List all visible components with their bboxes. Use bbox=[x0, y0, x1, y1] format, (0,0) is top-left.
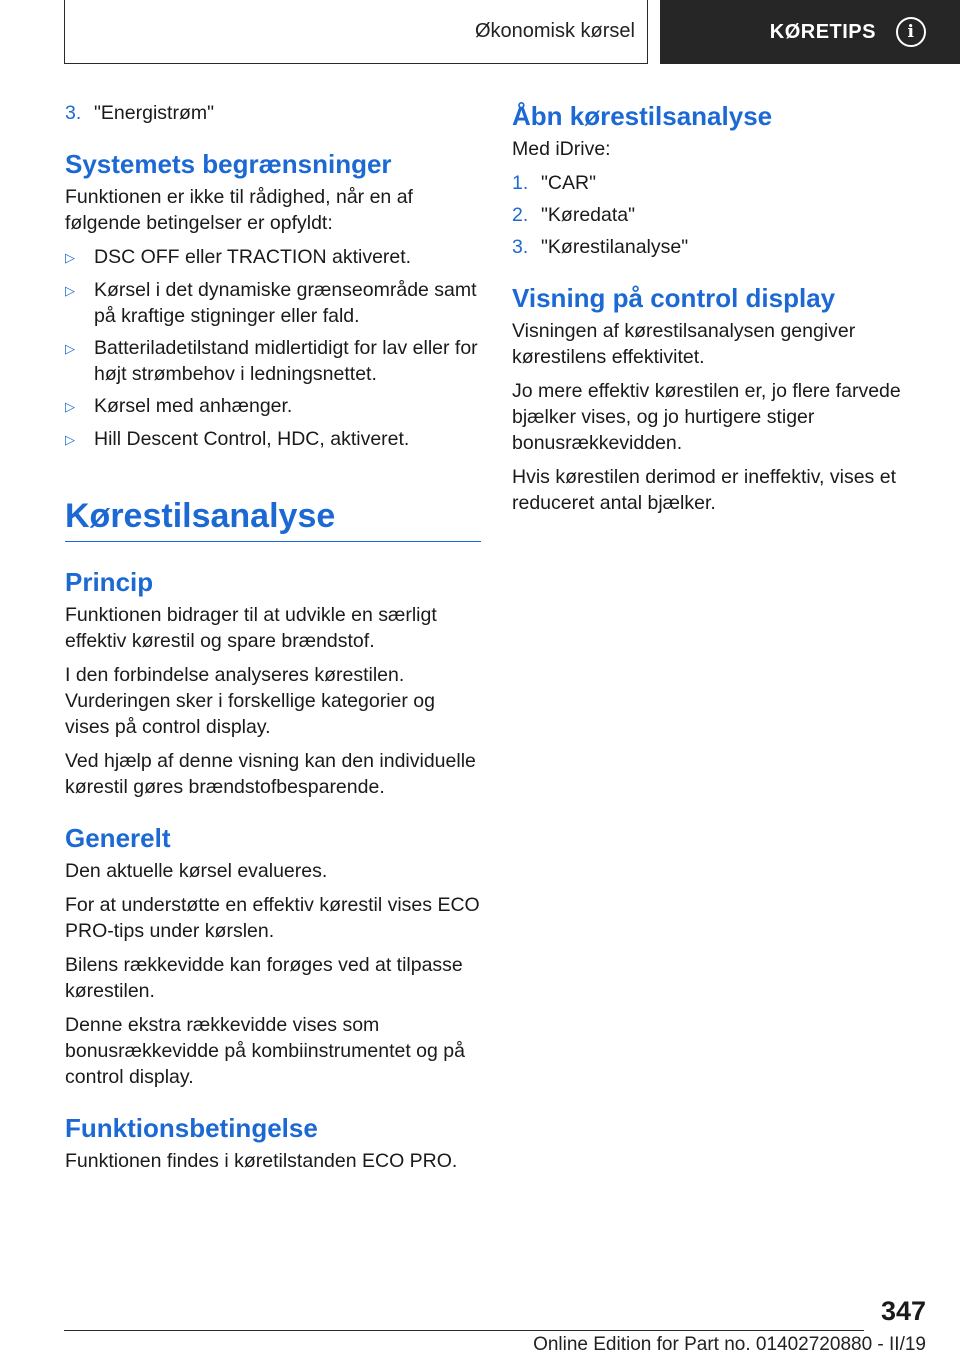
item-text: "CAR" bbox=[541, 172, 597, 194]
paragraph: For at understøtte en effektiv kørestil vises ECO PRO-tips under kørslen. bbox=[65, 894, 480, 942]
header-section-title: Økonomisk kørsel bbox=[474, 20, 635, 42]
section-visning bbox=[512, 282, 926, 516]
paragraph: Denne ekstra rækkevidde vises som bonusrækkevidde på kombiinstrumentet og på control display. bbox=[65, 1014, 465, 1088]
left-column bbox=[65, 100, 481, 1182]
section-heading: Åbn kørestilsanalyse bbox=[512, 101, 773, 131]
numbered-item bbox=[65, 100, 481, 126]
paragraph: Ved hjælp af denne visning kan den individuelle kørestil gøres brændstofbesparende. bbox=[65, 750, 476, 798]
section-heading: Systemets begrænsninger bbox=[65, 149, 392, 179]
paragraph: Med iDrive: bbox=[512, 138, 611, 160]
section-generelt bbox=[65, 822, 481, 1090]
paragraph: Bilens rækkevidde kan forøges ved at tilpasse kørestilen. bbox=[65, 954, 463, 1002]
bullet-text: Batteriladetilstand midlertidigt for lav eller for højt strømbehov i ledningsnettet. bbox=[94, 337, 478, 385]
section-heading: Funktionsbetingelse bbox=[65, 1113, 318, 1143]
section-heading: Visning på control display bbox=[512, 283, 836, 313]
bullet-item bbox=[65, 277, 481, 329]
triangle-bullet-icon: ▷ bbox=[65, 283, 75, 298]
header-chapter-title: KØRETIPS bbox=[769, 20, 876, 43]
bullet-item bbox=[65, 335, 481, 387]
numbered-item bbox=[512, 202, 926, 228]
bullet-item bbox=[65, 244, 481, 271]
section-funktionsbetingelse bbox=[65, 1112, 481, 1174]
paragraph: Funktionen er ikke til rådighed, når en af følgende betingelser er opfyldt: bbox=[65, 186, 413, 234]
triangle-bullet-icon: ▷ bbox=[65, 399, 75, 414]
header-chapter-tab[interactable] bbox=[660, 0, 960, 64]
numbered-item bbox=[512, 234, 926, 260]
item-number: 3. bbox=[65, 102, 82, 124]
section-heading: Princip bbox=[65, 567, 154, 597]
edition-info: Online Edition for Part no. 01402720880 - II/19 bbox=[533, 1334, 926, 1355]
triangle-bullet-icon: ▷ bbox=[65, 432, 75, 447]
bullet-text: Kørsel med anhænger. bbox=[94, 395, 293, 417]
bullet-text: Hill Descent Control, HDC, aktiveret. bbox=[94, 428, 410, 450]
item-text: "Energistrøm" bbox=[94, 102, 215, 124]
item-text: "Køredata" bbox=[541, 204, 636, 226]
paragraph: Visningen af kørestilsanalysen gengiver kørestilens effektivitet. bbox=[512, 320, 856, 368]
bullet-item bbox=[65, 426, 481, 453]
chapter-title-block bbox=[65, 495, 481, 542]
paragraph: Hvis kørestilen derimod er ineffektiv, vises et reduceret antal bjælker. bbox=[512, 466, 896, 514]
section-heading: Generelt bbox=[65, 823, 171, 853]
numbered-item bbox=[512, 170, 926, 196]
bullet-item bbox=[65, 393, 481, 420]
triangle-bullet-icon: ▷ bbox=[65, 341, 75, 356]
item-number: 2. bbox=[512, 204, 529, 226]
item-text: "Kørestilanalyse" bbox=[541, 236, 689, 258]
info-icon[interactable]: i bbox=[896, 17, 926, 47]
section-aabn bbox=[512, 100, 926, 260]
section-princip bbox=[65, 566, 481, 800]
chapter-title: Kørestilsanalyse bbox=[65, 497, 336, 535]
right-column bbox=[512, 100, 926, 524]
footer-divider bbox=[64, 1330, 864, 1331]
paragraph: Den aktuelle kørsel evalueres. bbox=[65, 860, 328, 882]
paragraph: Funktionen bidrager til at udvikle en særligt effektiv kørestil og spare brændstof. bbox=[65, 604, 437, 652]
bullet-text: DSC OFF eller TRACTION aktiveret. bbox=[94, 246, 412, 268]
paragraph: Funktionen findes i køretilstanden ECO PRO. bbox=[65, 1150, 458, 1172]
item-number: 3. bbox=[512, 236, 529, 258]
paragraph: I den forbindelse analyseres kørestilen. Vurderingen sker i forskellige kategorier og vises på control display. bbox=[65, 664, 435, 738]
page-number: 347 bbox=[880, 1296, 926, 1326]
header-section-tab bbox=[64, 0, 648, 64]
bullet-text: Kørsel i det dynamiske grænseområde samt på kraftige stigninger eller fald. bbox=[94, 279, 477, 327]
paragraph: Jo mere effektiv kørestilen er, jo flere farvede bjælker vises, og jo hurtigere stiger bonusrækkevidden. bbox=[512, 380, 901, 454]
triangle-bullet-icon: ▷ bbox=[65, 250, 75, 265]
section-systemets bbox=[65, 148, 481, 453]
item-number: 1. bbox=[512, 172, 529, 194]
